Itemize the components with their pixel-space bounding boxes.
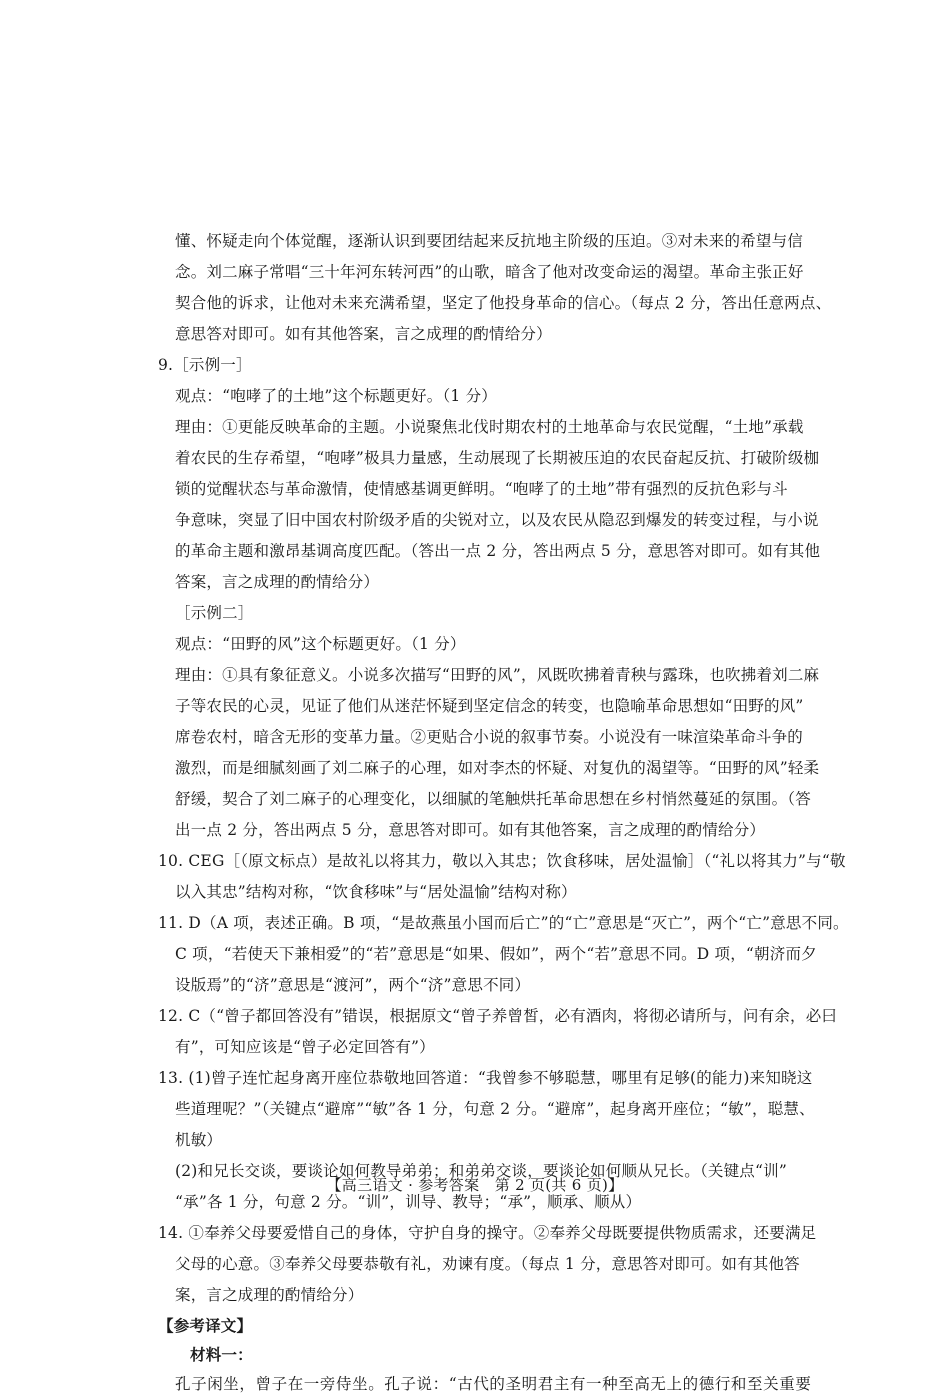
text-line: (2)和兄长交谈，要谈论如何教导弟弟；和弟弟交谈，要谈论如何顺从兄长。（关键点“训”	[175, 1162, 787, 1180]
text-line: 答案，言之成理的酌情给分）	[175, 573, 380, 591]
text-line: C 项，“若使天下兼相爱”的“若”意思是“如果、假如”，两个“若”意思不同。D 项，“朝济而夕	[175, 945, 817, 963]
text-line: 舒缓，契合了刘二麻子的心理变化，以细腻的笔触烘托革命思想在乡村悄然蔓延的氛围。（答	[175, 790, 811, 808]
text-line: 锁的觉醒状态与革命激情，使情感基调更鲜明。“咆哮了的土地”带有强烈的反抗色彩与斗	[175, 480, 788, 498]
text-line: 父母的心意。③奉养父母要恭敬有礼，劝谏有度。（每点 1 分，意思答对即可。如有其他答	[175, 1255, 800, 1273]
text-line: 争意味，突显了旧中国农村阶级矛盾的尖锐对立，以及农民从隐忍到爆发的转变过程，与小说	[175, 511, 819, 529]
text-line: 设版焉”的“济”意思是“渡河”，两个“济”意思不同）	[175, 976, 531, 994]
text-line: 孔子闲坐，曾子在一旁侍坐。孔子说：“古代的圣明君主有一种至高无上的德行和至关重要	[175, 1375, 812, 1393]
text-line: 出一点 2 分，答出两点 5 分，意思答对即可。如有其他答案，言之成理的酌情给分）	[175, 821, 766, 839]
text-line: 念。刘二麻子常唱“三十年河东转河西”的山歌，暗含了他对改变命运的渴望。革命主张正好	[175, 263, 804, 281]
text-line: “承”各 1 分，句意 2 分。“训”，训导、教导；“承”，顺承、顺从）	[175, 1193, 642, 1211]
question-11: 11. D（A 项，表述正确。B 项，“是故燕虽小国而后亡”的“亡”意思是“灭亡”，两个“亡”意思不同。	[158, 914, 849, 932]
text-line: 案，言之成理的酌情给分）	[175, 1286, 364, 1304]
text-line: 理由：①更能反映革命的主题。小说聚焦北伐时期农村的土地革命与农民觉醒，“土地”承载	[175, 418, 804, 436]
reference-translation-heading: 【参考译文】	[158, 1316, 253, 1335]
text-line: 观点：“田野的风”这个标题更好。（1 分）	[175, 635, 466, 653]
question-13: 13. (1)曾子连忙起身离开座位恭敬地回答道：“我曾参不够聪慧，哪里有足够(的能力)来知晓这	[158, 1069, 813, 1087]
material-one-heading: 材料一：	[190, 1345, 253, 1364]
example-2-heading: ［示例二］	[175, 604, 254, 622]
text-line: 观点：“咆哮了的土地”这个标题更好。（1 分）	[175, 387, 497, 405]
text-line: 理由：①具有象征意义。小说多次描写“田野的风”，风既吹拂着青秧与露珠，也吹拂着刘二麻	[175, 666, 820, 684]
page-footer: 【高三语文 · 参考答案 第 2 页(共 6 页)】	[326, 1176, 624, 1194]
text-line: 以入其忠”结构对称，“饮食移味”与“居处温愉”结构对称）	[175, 883, 577, 901]
question-9-heading: 9.［示例一］	[158, 356, 252, 374]
text-line: 子等农民的心灵，见证了他们从迷茫怀疑到坚定信念的转变，也隐喻革命思想如“田野的风”	[175, 697, 804, 715]
question-10: 10. CEG［（原文标点）是故礼以将其力，敬以入其忠；饮食移味，居处温愉］（“礼以将其力”与“敬	[158, 852, 846, 870]
text-line: 懂、怀疑走向个体觉醒，逐渐认识到要团结起来反抗地主阶级的压迫。③对未来的希望与信	[175, 232, 804, 250]
question-14: 14. ①奉养父母要爱惜自己的身体，守护自身的操守。②奉养父母既要提供物质需求，还要满足	[158, 1224, 817, 1242]
text-line: 激烈，而是细腻刻画了刘二麻子的心理，如对李杰的怀疑、对复仇的渴望等。“田野的风”轻柔	[175, 759, 820, 777]
text-line: 意思答对即可。如有其他答案，言之成理的酌情给分）	[175, 325, 552, 343]
text-line: 有”，可知应该是“曾子必定回答有”）	[175, 1038, 435, 1056]
text-line: 些道理呢？”（关键点“避席”“敏”各 1 分，句意 2 分。“避席”，起身离开座位；“敏”，聪慧、	[175, 1100, 815, 1118]
text-line: 契合他的诉求，让他对未来充满希望，坚定了他投身革命的信心。（每点 2 分，答出任意两点、	[175, 294, 832, 312]
question-12: 12. C（“曾子都回答没有”错误，根据原文“曾子养曾皙，必有酒肉，将彻必请所与，问有余，必曰	[158, 1007, 838, 1025]
text-line: 的革命主题和激昂基调高度匹配。（答出一点 2 分，答出两点 5 分，意思答对即可。如有其他	[175, 542, 821, 560]
text-line: 席卷农村，暗含无形的变革力量。②更贴合小说的叙事节奏。小说没有一味渲染革命斗争的	[175, 728, 804, 746]
text-line: 着农民的生存希望，“咆哮”极具力量感，生动展现了长期被压迫的农民奋起反抗、打破阶级枷	[175, 449, 820, 467]
text-line: 机敏）	[175, 1131, 223, 1149]
